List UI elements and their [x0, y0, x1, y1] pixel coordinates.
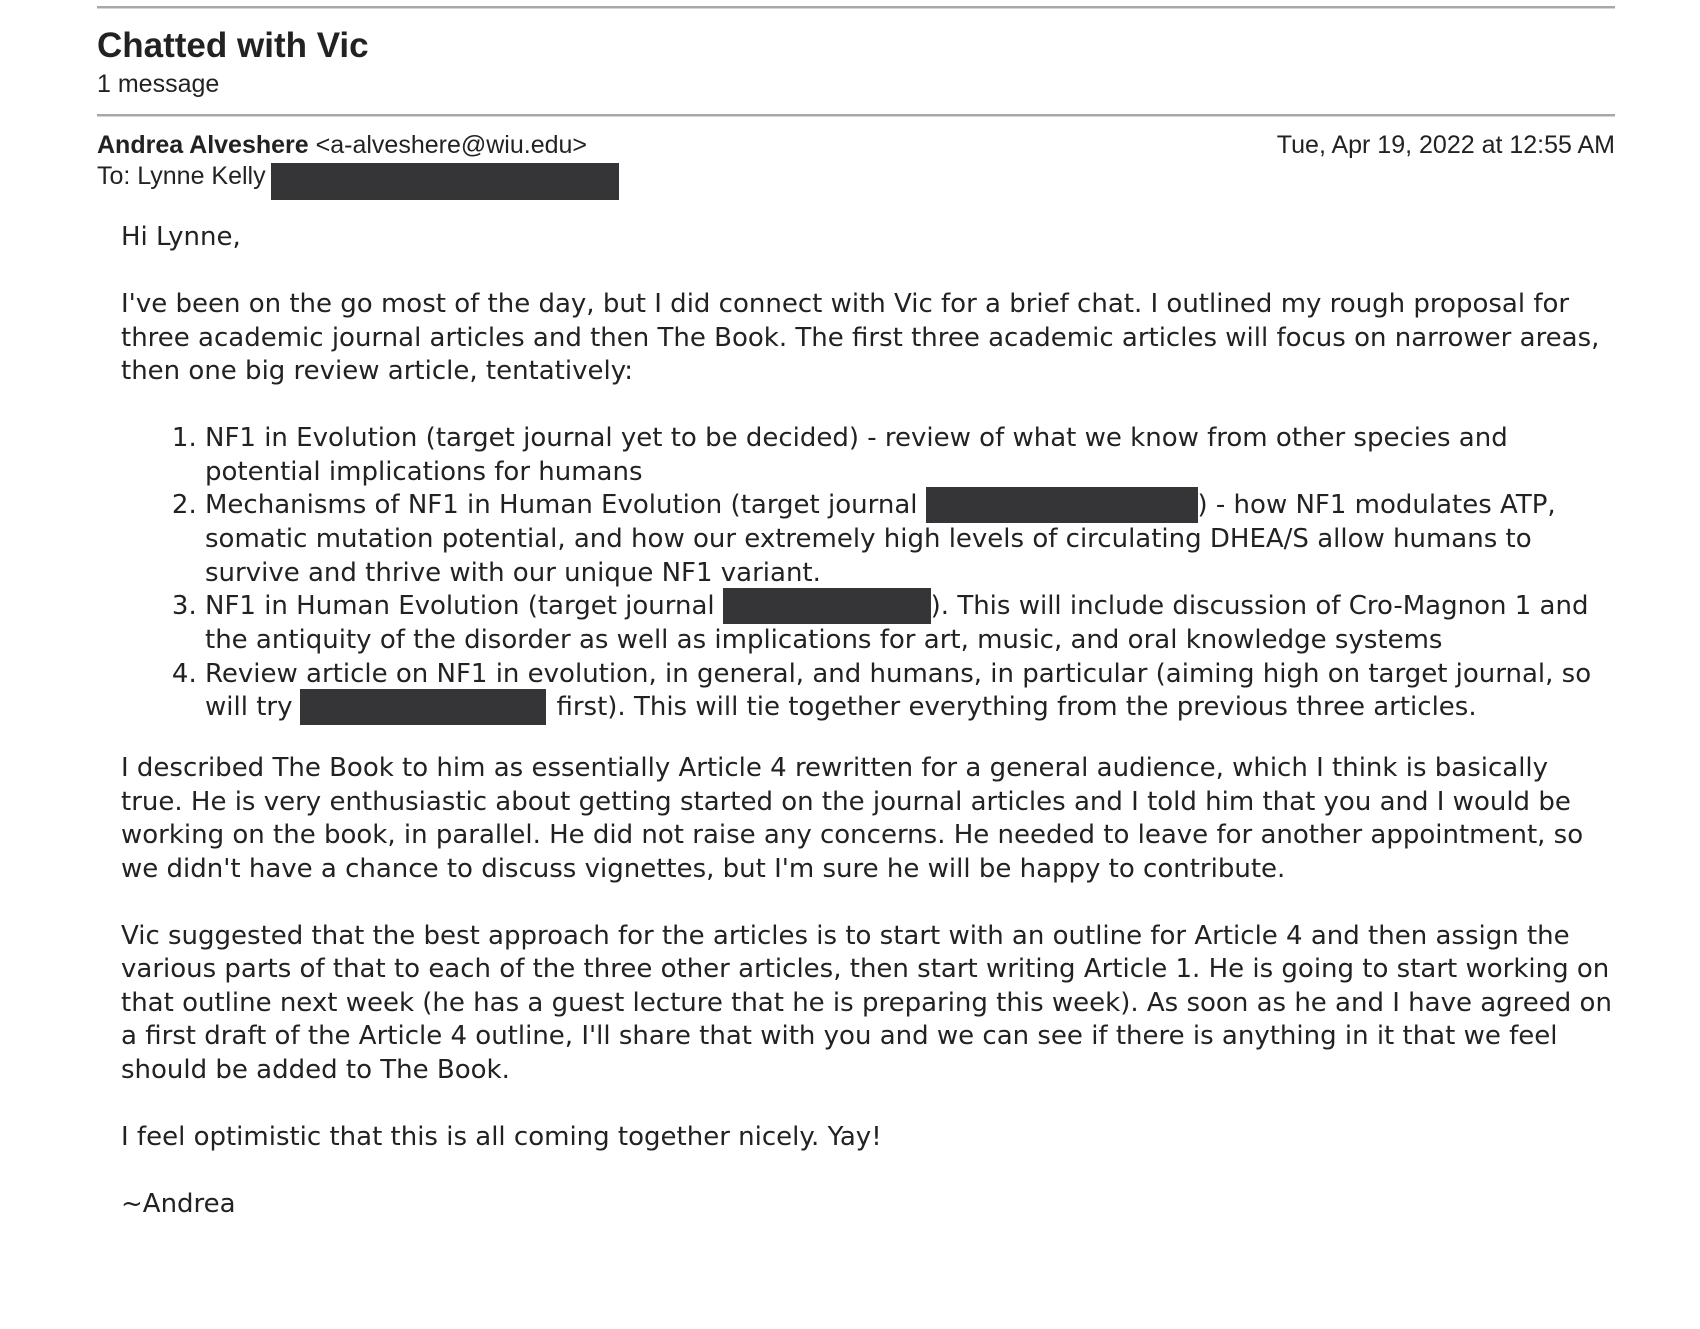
- greeting: Hi Lynne,: [121, 222, 241, 252]
- list-item: [205, 658, 1615, 726]
- email-subject: Chatted with Vic: [97, 26, 369, 65]
- sender-email: <a-alveshere@wiu.edu>: [315, 131, 587, 159]
- body-paragraph-4: I feel optimistic that this is all coming together nicely. Yay!: [121, 1121, 882, 1152]
- recipient-email-redaction: [271, 163, 619, 200]
- sent-date: Tue, Apr 19, 2022 at 12:55 AM: [1276, 131, 1615, 159]
- signature: ~Andrea: [121, 1188, 236, 1219]
- list-item: [205, 489, 1615, 590]
- message-body: [121, 221, 1615, 1255]
- body-paragraph-3: Vic suggested that the best approach for the articles is to start with an outline for Article 4 and then assign the various parts of that to each of the three other articles, then start writing Article 1. He is going to start working on that outline next week (he has a guest lecture that he is preparing this week). As soon as he and I have agreed on a first draft of the Article 4 outline, I'll share that with you and we can see if there is anything in it that we feel should be added to The Book.: [121, 920, 1612, 1085]
- article-list: [121, 422, 1615, 725]
- body-paragraph-2: I described The Book to him as essentially Article 4 rewritten for a general audience, which I think is basically true. He is very enthusiastic about getting started on the journal articles and I told him that you and I would be working on the book, in parallel. He did not raise any concerns. He needed to leave for another appointment, so we didn't have a chance to discuss vignettes, but I'm sure he will be happy to contribute.: [121, 753, 1584, 884]
- list-item-text: NF1 in Human Evolution (target journal: [205, 591, 715, 621]
- list-item-text: Mechanisms of NF1 in Human Evolution (target journal: [205, 490, 918, 520]
- sender-line: [97, 130, 587, 161]
- sender-name: Andrea Alveshere: [97, 131, 309, 159]
- list-item: [205, 590, 1615, 658]
- list-item: [205, 422, 1615, 489]
- top-divider: [97, 6, 1615, 8]
- journal-redaction: [723, 588, 931, 624]
- list-item-text: ) - how NF1 modulates ATP, somatic mutation potential, and how our extremely high levels of circulating DHEA/S allow humans to survive and thrive with our unique NF1 variant.: [205, 490, 1556, 588]
- message-count: 1 message: [97, 70, 220, 98]
- header-divider: [97, 114, 1615, 116]
- recipient-line: [97, 161, 619, 200]
- journal-redaction: [300, 689, 546, 725]
- body-paragraph-1: I've been on the go most of the day, but I did connect with Vic for a brief chat. I outlined my rough proposal for three academic journal articles and then The Book. The first three academic articles will focus on narrower areas, then one big review article, tentatively:: [121, 289, 1600, 386]
- recipient-label: To: Lynne Kelly: [97, 162, 266, 190]
- email-page: [97, 0, 1615, 200]
- journal-redaction: [926, 487, 1198, 523]
- list-item-text: first). This will tie together everything from the previous three articles.: [556, 692, 1477, 722]
- list-item-text: ). This will include discussion of Cro-Magnon 1 and the antiquity of the disorder as well as implications for art, music, and oral knowledge systems: [205, 591, 1589, 655]
- list-item-text: Review article on NF1 in evolution, in general, and humans, in particular (aiming high on target journal, so will try: [205, 658, 1592, 722]
- list-item-text: NF1 in Evolution (target journal yet to be decided) - review of what we know from other species and potential implications for humans: [205, 423, 1508, 487]
- message-header: [97, 130, 1615, 200]
